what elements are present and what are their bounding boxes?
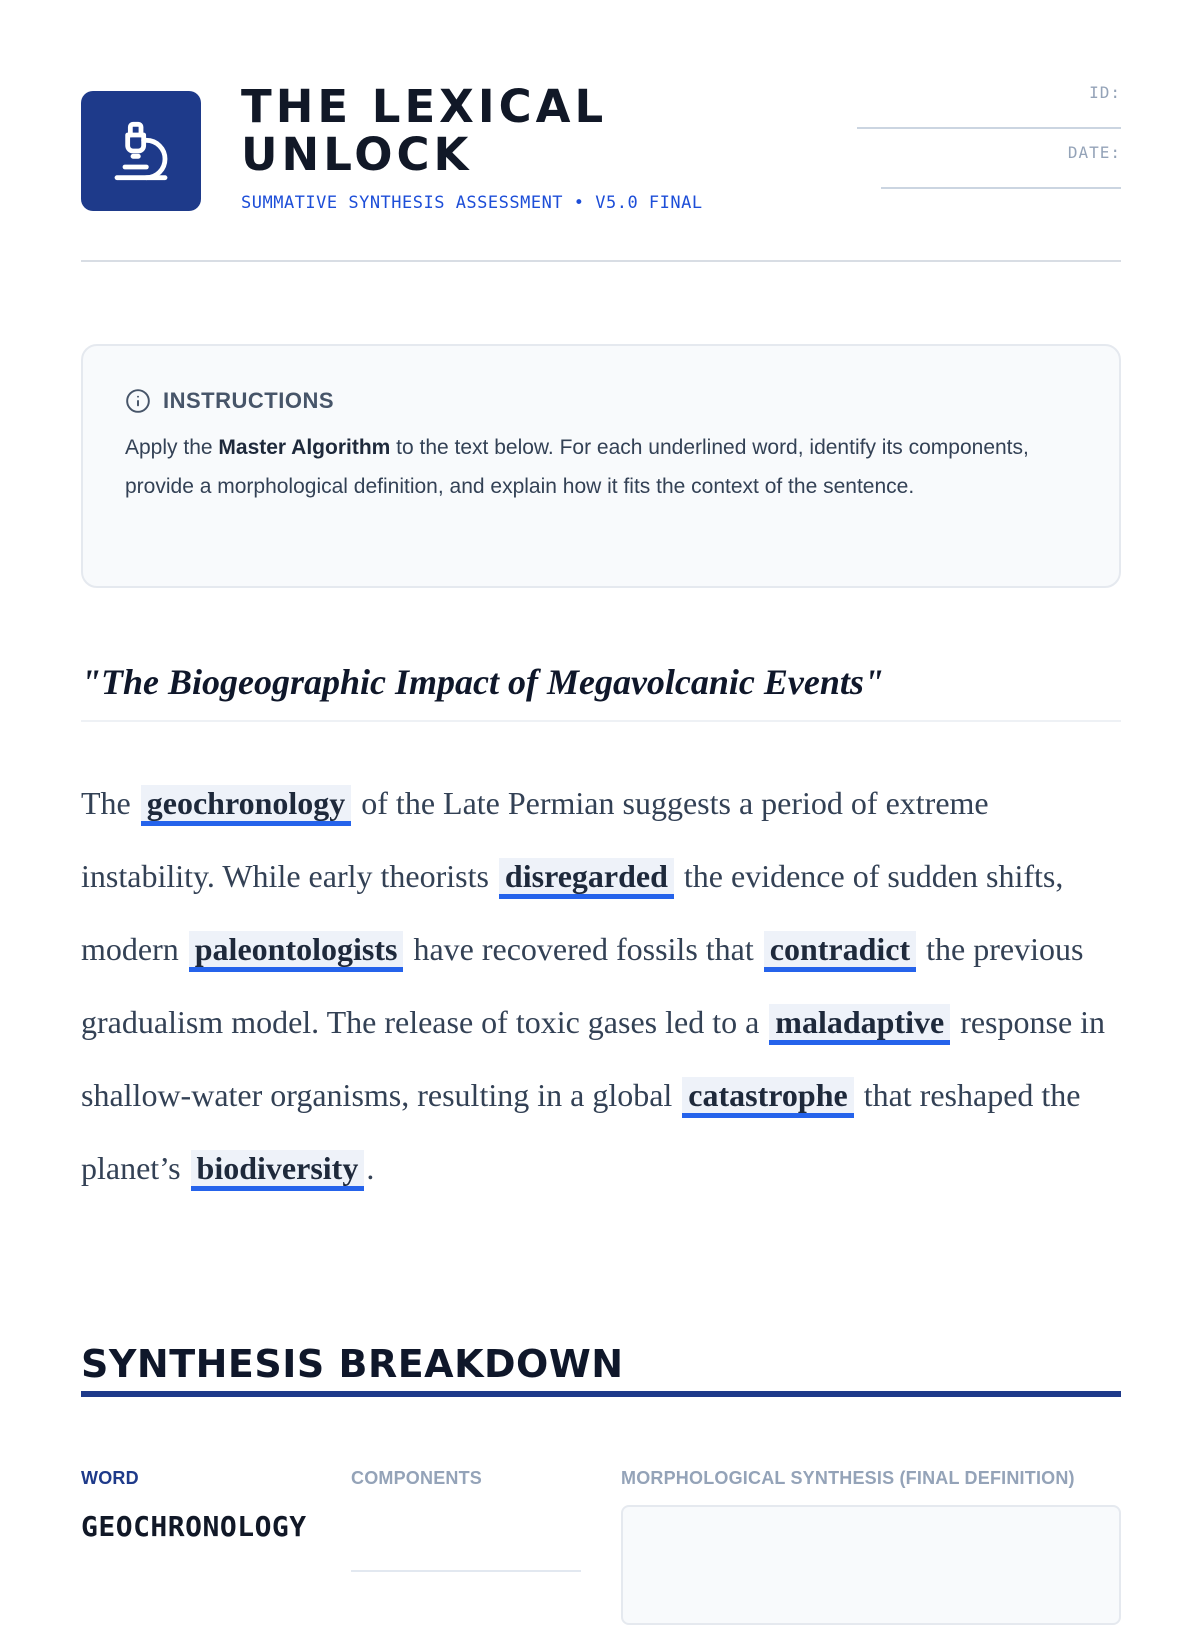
keyword-disregarded[interactable]: disregarded: [499, 858, 674, 899]
instructions-text: [125, 428, 1077, 506]
instructions-text-part: to the text below. For each underlined word, identify its components, provide a morphological definition, and explain how it fits the context of the sentence.: [125, 436, 1029, 498]
passage-text: [81, 767, 1121, 1205]
id-label: ID:: [1089, 83, 1121, 102]
instructions-text-part: Apply the: [125, 436, 219, 459]
page-subtitle: SUMMATIVE SYNTHESIS ASSESSMENT • V5.0 FINAL: [241, 193, 703, 213]
keyword-biodiversity[interactable]: biodiversity: [191, 1150, 365, 1191]
passage-segment: have recovered fossils that: [405, 931, 762, 967]
column-header-word: WORD: [81, 1468, 139, 1488]
logo: [81, 91, 201, 211]
section-title: SYNTHESIS BREAKDOWN: [81, 1342, 1121, 1397]
keyword-geochronology[interactable]: geochronology: [141, 785, 352, 826]
id-line: [857, 127, 1121, 129]
info-icon: [125, 388, 151, 414]
breakdown-word: GEOCHRONOLOGY: [81, 1510, 307, 1543]
microscope-icon: [109, 119, 173, 183]
instructions-heading-label: INSTRUCTIONS: [163, 388, 334, 413]
keyword-contradict[interactable]: contradict: [764, 931, 916, 972]
passage-segment: of the Late Permian suggests a period of extreme instability. While early theorists: [81, 785, 989, 894]
page-title: THE LEXICAL UNLOCK: [241, 80, 608, 181]
id-field[interactable]: [841, 83, 1121, 143]
instructions-heading: [125, 388, 1077, 414]
header: [81, 80, 1121, 263]
date-label: DATE:: [1067, 143, 1121, 162]
keyword-paleontologists[interactable]: paleontologists: [189, 931, 404, 972]
keyword-catastrophe[interactable]: catastrophe: [682, 1077, 853, 1118]
date-field[interactable]: [841, 143, 1121, 203]
synthesis-textarea[interactable]: [621, 1505, 1121, 1625]
column-header-synthesis: MORPHOLOGICAL SYNTHESIS (FINAL DEFINITION): [621, 1468, 1075, 1488]
passage-segment: response in shallow-water organisms, resulting in a global: [81, 1004, 1106, 1113]
header-divider: [81, 260, 1121, 262]
passage-segment: .: [366, 1150, 375, 1186]
passage-segment: that reshaped the planet’s: [81, 1077, 1081, 1186]
date-line: [881, 187, 1121, 189]
passage-segment: the evidence of sudden shifts, modern: [81, 858, 1064, 967]
keyword-maladaptive[interactable]: maladaptive: [769, 1004, 950, 1045]
instructions-bold-term: Master Algorithm: [218, 436, 391, 459]
passage-segment: The: [81, 785, 139, 821]
instructions-box: [81, 344, 1121, 588]
column-header-components: COMPONENTS: [351, 1468, 483, 1488]
passage-segment: the previous gradualism model. The release of toxic gases led to a: [81, 931, 1084, 1040]
components-input[interactable]: [351, 1570, 581, 1572]
passage-title: "The Biogeographic Impact of Megavolcanic Events": [81, 658, 1121, 722]
student-meta: [841, 83, 1121, 203]
